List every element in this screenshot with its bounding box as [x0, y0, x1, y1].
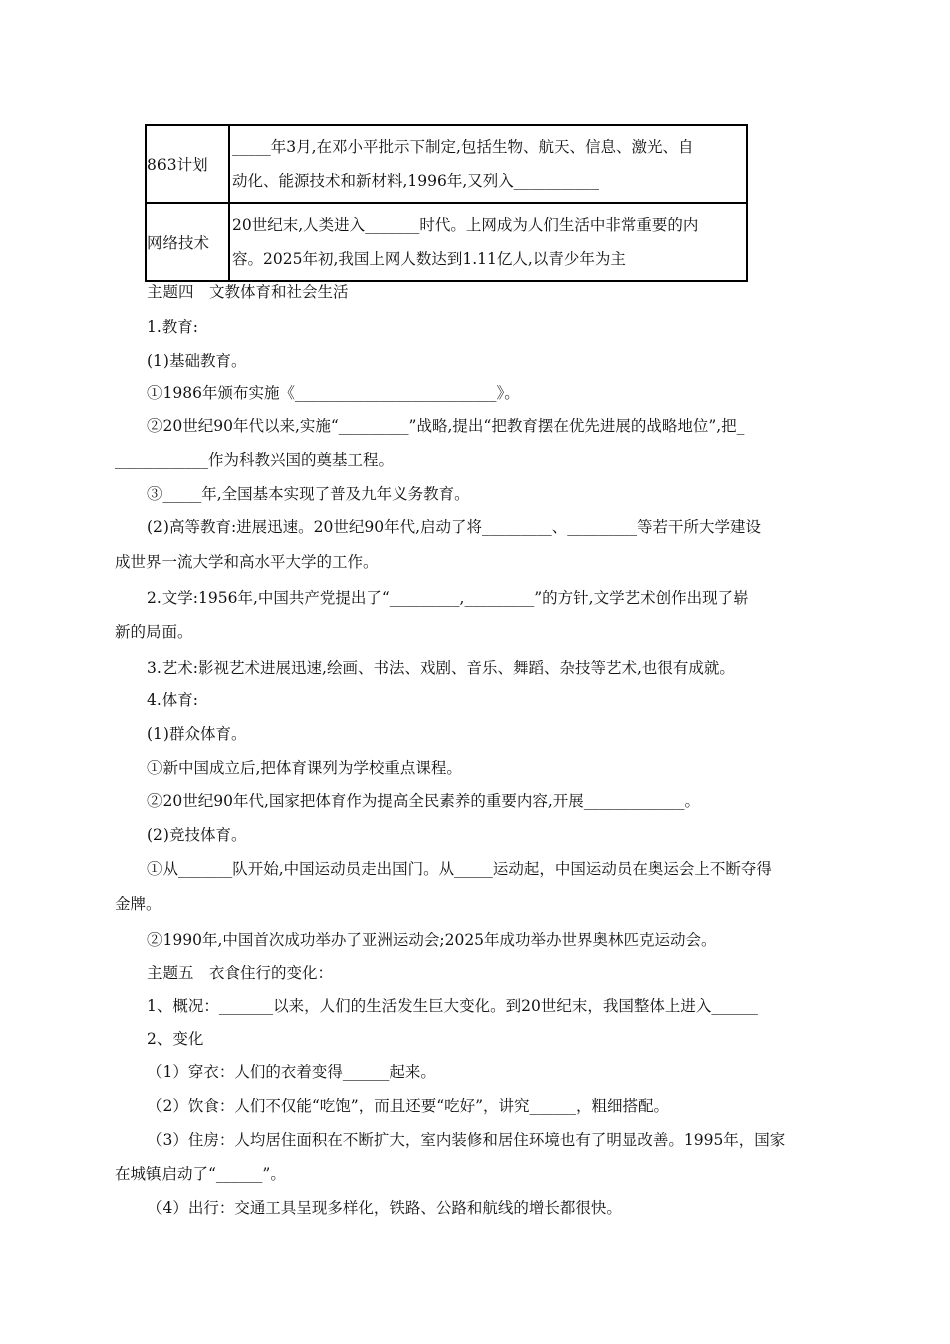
row-label: 863计划 [146, 125, 229, 203]
text-line: （2）饮食：人们不仅能“吃饱”，而且还要“吃好”，讲究______，粗细搭配。 [147, 1097, 670, 1115]
row-content [229, 203, 747, 281]
text-line: 在城镇启动了“______”。 [115, 1165, 286, 1183]
row-text-line: 动化、能源技术和新材料,1996年,又列入___________ [232, 172, 600, 190]
text-line: ②20世纪90年代以来,实施“_________”战略,提出“把教育摆在优先进展的战略地位”,把_ [147, 417, 745, 435]
text-line: （3）住房：人均居住面积在不断扩大，室内装修和居住环境也有了明显改善。1995年，国家 [147, 1131, 786, 1149]
table-row [146, 125, 747, 203]
section-heading: 主题五 衣食住行的变化： [147, 964, 334, 982]
text-line: ②1990年,中国首次成功举办了亚洲运动会;2025年成功举办世界奥林匹克运动会。 [147, 931, 717, 949]
text-line: ①新中国成立后,把体育课列为学校重点课程。 [147, 759, 462, 777]
text-line: ②20世纪90年代,国家把体育作为提高全民素养的重要内容,开展_____________。 [147, 792, 701, 810]
text-line: ①从_______队开始,中国运动员走出国门。从_____运动起，中国运动员在奥运会上不断夺得 [147, 860, 772, 878]
text-line: （1）穿衣：人们的衣着变得______起来。 [147, 1063, 436, 1081]
text-line: ①1986年颁布实施《__________________________》。 [147, 384, 520, 402]
section-heading: 主题四 文教体育和社会生活 [147, 283, 349, 301]
text-line: (1)群众体育。 [147, 725, 247, 743]
text-line: 2、变化 [147, 1030, 204, 1048]
text-line: 金牌。 [115, 895, 162, 913]
text-line: (2)竞技体育。 [147, 826, 247, 844]
row-label: 网络技术 [146, 203, 229, 281]
text-line: 4.体育: [147, 691, 199, 709]
text-line: 成世界一流大学和高水平大学的工作。 [115, 553, 379, 571]
row-text-line: 20世纪末,人类进入_______时代。上网成为人们生活中非常重要的内 [232, 216, 699, 234]
text-line: 1、概况：_______以来，人们的生活发生巨大变化。到20世纪末，我国整体上进入______ [147, 997, 758, 1015]
row-content [229, 125, 747, 203]
row-text-line: 容。2025年初,我国上网人数达到1.11亿人,以青少年为主 [232, 250, 626, 268]
row-text-line: _____年3月,在邓小平批示下制定,包括生物、航天、信息、激光、自 [232, 138, 694, 156]
text-line: ____________作为科教兴国的奠基工程。 [115, 451, 395, 469]
text-line: 新的局面。 [115, 623, 193, 641]
text-line: (1)基础教育。 [147, 352, 247, 370]
tech-table [145, 124, 748, 282]
text-line: 1.教育: [147, 318, 199, 336]
text-line: ③_____年,全国基本实现了普及九年义务教育。 [147, 485, 470, 503]
table-row [146, 203, 747, 281]
text-line: 2.文学:1956年,中国共产党提出了“_________,_________”的方针,文学艺术创作出现了崭 [147, 589, 749, 607]
text-line: 3.艺术:影视艺术进展迅速,绘画、书法、戏剧、音乐、舞蹈、杂技等艺术,也很有成就。 [147, 659, 735, 677]
text-line: （4）出行：交通工具呈现多样化，铁路、公路和航线的增长都很快。 [147, 1199, 622, 1217]
text-line: (2)高等教育:进展迅速。20世纪90年代,启动了将_________、_________等若干所大学建设 [147, 518, 762, 536]
